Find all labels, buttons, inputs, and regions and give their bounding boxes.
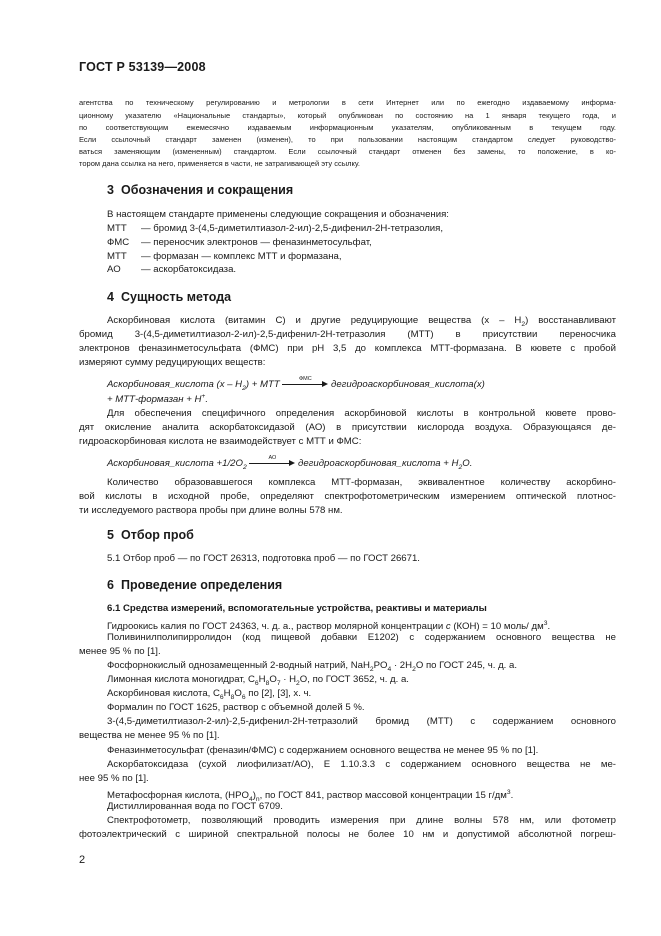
reagent-line: Формалин по ГОСТ 1625, раствор с объемной долей 5 %.	[107, 702, 365, 713]
section-3-intro: В настоящем стандарте применены следующие сокращения и обозначения:	[107, 209, 449, 220]
reagent-line: вещества не менее 95 % по [1].	[79, 730, 220, 741]
paragraph-line: вой кислоты в исходной пробе, определяют спектрофотометрическим измерением оптической плотнос-	[79, 491, 616, 502]
reagent-line: Фосфорнокислый однозамещенный 2-водный натрий, $NaH_2PO_4 \cdot 2H_2O$ по ГОСТ 245, ч. д. а.	[107, 660, 518, 673]
intro-line: ваться заменяющим (измененным) стандартом. Если ссылочный стандарт отменен без замены, то положение, в ко-	[79, 147, 616, 156]
reagent-line: Поливинилполипирролидон (код пищевой добавки Е1202) с содержанием основного вещества не	[107, 632, 616, 643]
page-number: 2	[79, 854, 86, 866]
intro-line: агентства по техническому регулированию и метрологии в сети Интернет или по ежегодно издаваемому информа-	[79, 98, 616, 107]
paragraph-line: дят окисление аналита аскорбатоксидазой (АО) в присутствии кислорода воздуха. Образующаяся де-	[79, 422, 616, 433]
intro-line: Если ссылочный стандарт заменен (изменен), то при пользовании настоящим стандартом следует руководство-	[79, 135, 616, 144]
paragraph-line: Аскорбиновая кислота (витамин С) и другие редуцирующие вещества $(х - Н_2)$ восстанавливают	[107, 315, 616, 328]
paragraph-line: измеряют сумму редуцирующих веществ:	[79, 357, 266, 368]
equation-2: Аскорбиновая_кислота $+1/2О_2$ АО дегидроаскорбиновая_кислота + $Н_2О$.	[107, 455, 473, 471]
subsection-6-1-heading: 6.1 Средства измерений, вспомогательные устройства, реактивы и материалы	[107, 603, 487, 614]
reagent-line: нее 95 % по [1].	[79, 773, 149, 784]
reagent-line: Метафосфорная кислота, $(HPO_4)_n$, по ГОСТ 841, раствор массовой концентрации 15 $г/дм^3$.	[107, 789, 514, 804]
section-5-heading: 5 Отбор проб	[107, 528, 194, 542]
reagent-line: Аскорбатоксидаза (сухой лиофилизат/АО), Е 1.10.3.3 с содержанием основного вещества не ме-	[107, 759, 616, 770]
reagent-line: Гидроокись калия по ГОСТ 24363, ч. д. а., раствор молярной концентрации с (КОН) = 10 моль/ $дм^3$.	[107, 620, 551, 633]
reagent-line: Аскорбиновая кислота, $C_6H_8O_6$ по [2], [3], х. ч.	[107, 688, 312, 701]
reaction-arrow: АО	[249, 456, 295, 468]
intro-line: тором дана ссылка на него, применяется в части, не затрагивающей эту ссылку.	[79, 159, 360, 168]
section-5-text: 5.1 Отбор проб — по ГОСТ 26313, подготовка проб — по ГОСТ 26671.	[107, 553, 420, 564]
section-6-heading: 6 Проведение определения	[107, 578, 283, 592]
abbr-item: АО — аскорбатоксидаза.	[107, 264, 237, 275]
standard-header: ГОСТ Р 53139—2008	[79, 60, 206, 74]
section-3-heading: 3 Обозначения и сокращения	[107, 183, 294, 197]
paragraph-line: ти исследуемого раствора пробы при длине волны 578 нм.	[79, 505, 343, 516]
abbr-item: МТТ — бромид 3-(4,5-диметилтиазол-2-ил)-2,5-дифенил-2Н-тетразолия,	[107, 223, 444, 234]
reagent-line: фотоэлектрический с шириной спектральной полосы не более 10 нм и допустимой абсолютной погреш-	[79, 829, 616, 840]
reagent-line: Лимонная кислота моногидрат, $C_6H_8O_7 \cdot H_2O$, по ГОСТ 3652, ч. д. а.	[107, 674, 409, 687]
reagent-line: Спектрофотометр, позволяющий проводить измерения при длине волны 578 нм, или фотометр	[107, 815, 616, 826]
reagent-line: Дистиллированная вода по ГОСТ 6709.	[107, 801, 283, 812]
equation-1-line-2: + МТТ-формазан + Н+.	[107, 393, 209, 406]
intro-line: по соответствующим ежемесячно издаваемым информационным указателям, опубликованным в текущем году.	[79, 123, 616, 132]
abbr-item: МТТ — формазан — комплекс МТТ и формазана,	[107, 251, 342, 262]
equation-1: Аскорбиновая_кислота $(х - Н_2)$ + МТТ ФМС дегидроаскорбиновая_кислота(х)	[107, 376, 485, 392]
paragraph-line: бромид 3-(4,5-диметилтиазол-2-ил)-2,5-дифенил-2Н-тетразолия (МТТ) в присутствии переносчика	[79, 329, 616, 340]
reagent-line: менее 95 % по [1].	[79, 646, 161, 657]
section-4-heading: 4 Сущность метода	[107, 290, 232, 304]
intro-line: ционному указателю «Национальные стандарты», который опубликован по состоянию на 1 января текущего года, и	[79, 111, 616, 120]
paragraph-line: электронов феназинметосульфата (ФМС) при рН 3,5 до комплекса МТТ-формазана. В кювете с пробой	[79, 343, 616, 354]
reagent-line: 3-(4,5-диметилтиазол-2-ил)-2,5-дифенил-2Н-тетразолий бромид (МТТ) с содержанием основного	[107, 716, 616, 727]
reaction-arrow: ФМС	[282, 377, 328, 389]
paragraph-line: Для обеспечения специфичного определения аскорбиновой кислоты в контрольной кювете прово-	[107, 408, 616, 419]
reagent-line: Феназинметосульфат (феназин/ФМС) с содержанием основного вещества не менее 95 % по [1].	[107, 745, 539, 756]
abbr-item: ФМС — переносчик электронов — феназинметосульфат,	[107, 237, 372, 248]
paragraph-line: гидроаскорбиновая кислота не взаимодействует с МТТ и ФМС:	[79, 436, 362, 447]
paragraph-line: Количество образовавшегося комплекса МТТ-формазан, эквивалентное количеству аскорбино-	[107, 477, 616, 488]
